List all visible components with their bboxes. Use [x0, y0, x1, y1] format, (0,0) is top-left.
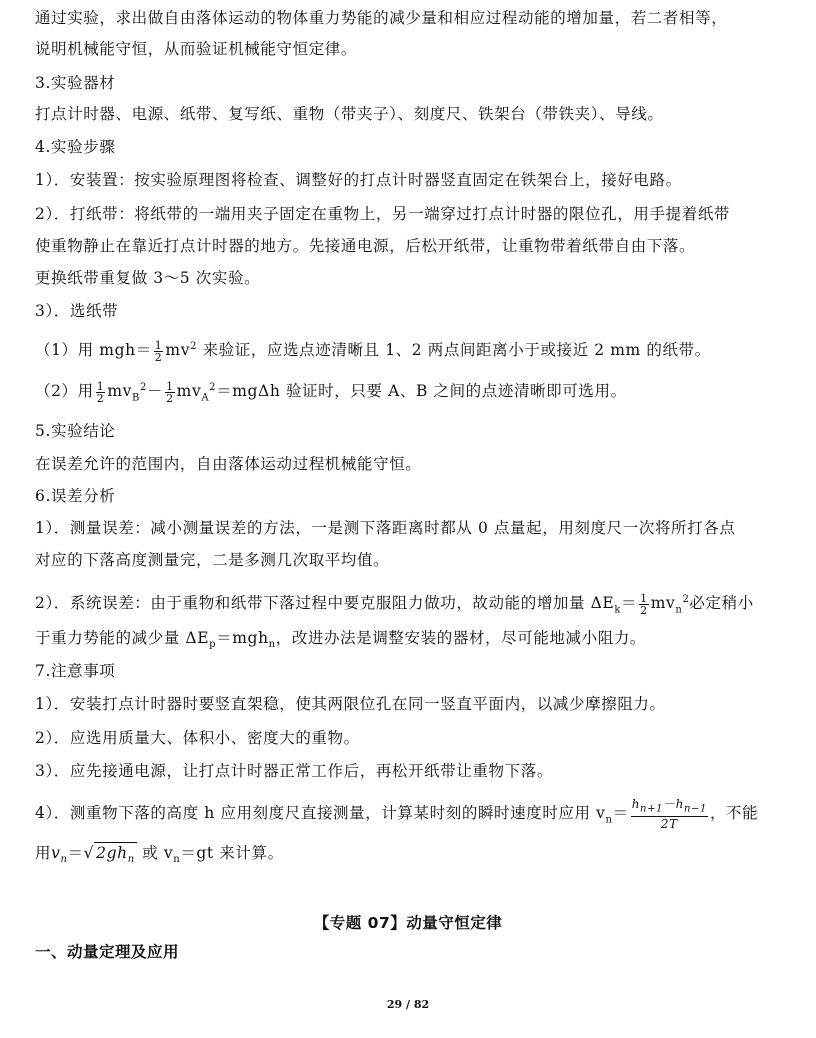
- fraction-numerator: [631, 797, 708, 817]
- text-line: 1）．安装置：按实验原理图将检查、调整好的打点计时器竖直固定在铁架台上，接好电路。: [35, 171, 682, 189]
- text-span: 或 v: [142, 844, 174, 862]
- heading-equipment: 3.实验器材: [35, 74, 116, 92]
- page-number: 29 / 82: [386, 998, 430, 1011]
- text-span: ＝: [612, 804, 629, 823]
- text-span: ＝: [621, 594, 638, 613]
- subscript: p: [209, 639, 217, 651]
- heading-error-analysis: 6.误差分析: [35, 487, 116, 505]
- text-span: （2）用: [35, 382, 94, 401]
- text-line: 1）．安装打点计时器时要竖直架稳，使其两限位孔在同一竖直平面内，以减少摩擦阻力。: [35, 695, 666, 713]
- text-span: 2）．系统误差：由于重物和纸带下落过程中要克服阻力做功，故动能的增加量 ΔE: [35, 594, 615, 613]
- text-line: 对应的下落高度测量完，二是多测几次取平均值。: [35, 551, 390, 569]
- formula-line-3: [35, 590, 754, 620]
- text-span: ＝: [67, 844, 84, 862]
- text-line: 打点计时器、电源、纸带、复写纸、重物（带夹子）、刻度尺、铁架台（带铁夹）、导线。: [35, 105, 664, 123]
- text-line: 2）．应选用质量大、体积小、密度大的重物。: [35, 729, 360, 747]
- text-span: ＝mgh: [216, 629, 269, 647]
- text-span: 2gh: [96, 844, 128, 862]
- text-span: v: [51, 844, 61, 862]
- text-line: 通过实验，求出做自由落体运动的物体重力势能的减少量和相应过程动能的增加量，若二者相等，: [35, 9, 728, 27]
- text-span: 必定稍小: [689, 594, 754, 613]
- subscript: n+1: [640, 803, 664, 815]
- text-span: mv: [650, 594, 676, 613]
- topic-title: 【专题 07】动量守恒定律: [313, 914, 503, 932]
- formula-line-5: [35, 842, 284, 870]
- velocity-fraction: [631, 797, 708, 831]
- sqrt-sign: √: [83, 844, 95, 862]
- text-span: －: [146, 382, 164, 401]
- text-span: 于重力势能的减少量 ΔE: [35, 629, 210, 647]
- text-span: 4）．测重物下落的高度 h 应用刻度尺直接测量，计算某时刻的瞬时速度时应用 v: [35, 804, 606, 823]
- text-span: mv: [176, 382, 202, 401]
- text-line: 3）．选纸带: [35, 302, 119, 320]
- fraction-numerator: 1: [640, 591, 648, 605]
- text-line: 3）．应先接通电源，让打点计时器正常工作后，再松开纸带让重物下落。: [35, 762, 553, 780]
- heading-conclusion: 5.实验结论: [35, 422, 116, 440]
- text-span: ，改进办法是调整安装的器材，尽可能地减小阻力。: [275, 629, 647, 647]
- text-line: 使重物静止在靠近打点计时器的地方。先接通电源，后松开纸带，让重物带着纸带自由下落。: [35, 237, 696, 255]
- subscript: n: [268, 639, 276, 651]
- subscript: n: [675, 604, 683, 616]
- exponent: 2: [209, 382, 217, 393]
- sqrt-radicand: [94, 842, 137, 870]
- exponent: 2: [190, 341, 198, 352]
- formula-line-1: [35, 337, 711, 363]
- text-span: h: [631, 797, 641, 811]
- text-span: 用: [35, 844, 52, 862]
- text-line: 说明机械能守恒，从而验证机械能守恒定律。: [35, 40, 358, 58]
- formula-line-4: [35, 797, 758, 831]
- section-heading: 一、动量定理及应用: [35, 943, 180, 961]
- subscript: n: [60, 854, 68, 866]
- text-span: （1）用 mgh＝: [35, 341, 152, 360]
- text-span: mv: [107, 382, 133, 401]
- subscript: n: [605, 814, 613, 826]
- heading-notes: 7.注意事项: [35, 662, 116, 680]
- fraction-half: [639, 593, 649, 616]
- text-span: 来验证，应选点迹清晰且 1、2 两点间距离小于或接近 2 mm 的纸带。: [202, 341, 711, 360]
- fraction-half: [154, 340, 164, 363]
- subscript: n: [127, 854, 135, 866]
- text-span: －h: [663, 797, 684, 811]
- exponent: 2: [682, 594, 690, 605]
- text-line: 更换纸带重复做 3～5 次实验。: [35, 269, 261, 287]
- text-line: [35, 628, 646, 655]
- subscript: n: [173, 854, 181, 866]
- fraction-denominator: 2: [154, 350, 163, 364]
- text-line: 2）．打纸带：将纸带的一端用夹子固定在重物上，另一端穿过打点计时器的限位孔，用手提着纸带: [35, 205, 731, 223]
- text-span: ＝mgΔh 验证时，只要 A、B 之间的点迹清晰即可选用。: [216, 382, 627, 401]
- fraction-numerator: 1: [154, 338, 163, 352]
- text-span: ＝gt 来计算。: [180, 844, 284, 862]
- fraction-numerator: 1: [166, 379, 174, 393]
- fraction-half: [165, 381, 175, 404]
- subscript: n−1: [683, 803, 707, 815]
- fraction-numerator: 1: [96, 379, 105, 393]
- fraction-denominator: 2: [96, 391, 105, 405]
- fraction-half: [96, 381, 106, 404]
- text-span: ，不能: [709, 804, 759, 823]
- fraction-denominator: 2: [166, 391, 174, 405]
- subscript: A: [201, 392, 210, 404]
- fraction-denominator: 2T: [660, 817, 678, 832]
- formula-line-2: [35, 378, 627, 408]
- exponent: 2: [139, 382, 147, 393]
- text-line: 在误差允许的范围内，自由落体运动过程机械能守恒。: [35, 455, 422, 473]
- subscript: k: [614, 604, 622, 616]
- heading-steps: 4.实验步骤: [35, 138, 116, 156]
- text-line: 1）．测量误差：减小测量误差的方法，一是测下落距离时都从 0 点量起，用刻度尺一次将所打各点: [35, 519, 736, 537]
- subscript: B: [132, 392, 140, 404]
- text-span: mv: [165, 341, 191, 360]
- fraction-denominator: 2: [640, 603, 648, 617]
